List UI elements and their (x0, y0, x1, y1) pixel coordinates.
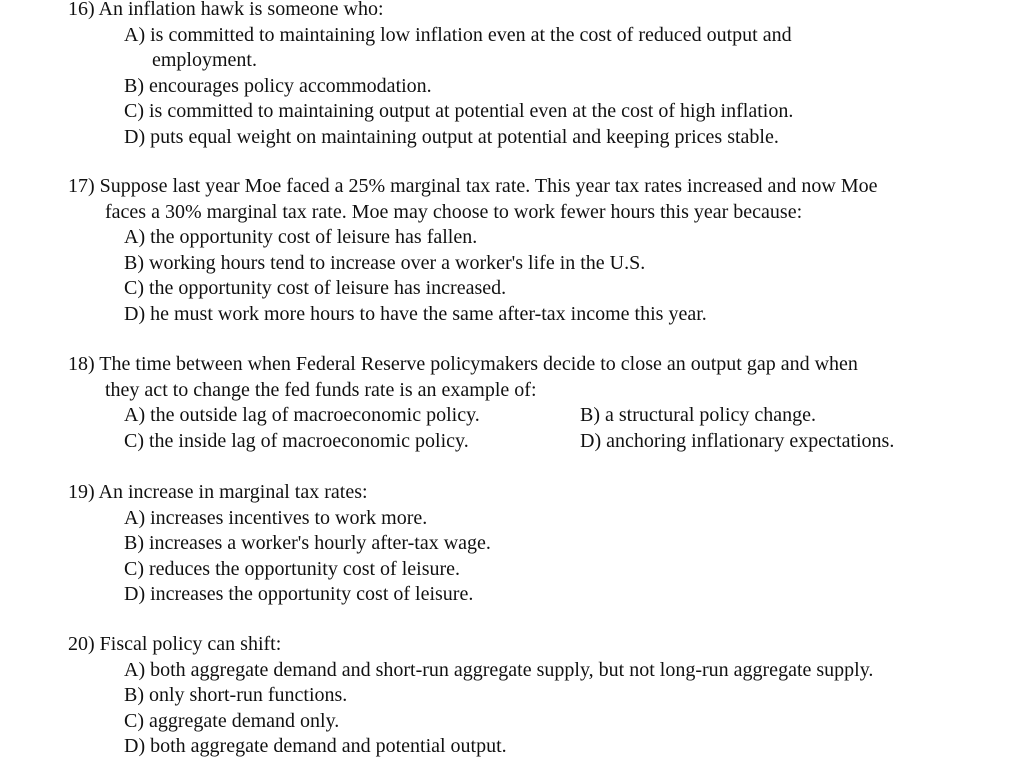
question-19 (68, 480, 1008, 608)
question-17 (68, 174, 1008, 327)
question-20-option-b: B) only short-run functions. (124, 684, 348, 706)
question-18-option-d: D) anchoring inflationary expectations. (580, 429, 895, 452)
question-18-options-row-2 (68, 429, 1008, 455)
question-17-option-c: C) the opportunity cost of leisure has increased. (124, 277, 507, 299)
question-19-stem: 19) An increase in marginal tax rates: (68, 481, 368, 503)
question-18-stem-continued: they act to change the fed funds rate is an example of: (105, 378, 537, 401)
question-16-option-d: D) puts equal weight on maintaining output at potential and keeping prices stable. (124, 125, 779, 148)
question-17-option-d: D) he must work more hours to have the same after-tax income this year. (124, 302, 707, 325)
question-18-stem: 18) The time between when Federal Reserve policymakers decide to close an output gap and when (68, 353, 858, 375)
question-16-stem: 16) An inflation hawk is someone who: (68, 0, 384, 20)
question-16-option-a: A) is committed to maintaining low inflation even at the cost of reduced output and (124, 23, 792, 46)
question-18-option-a: A) the outside lag of macroeconomic policy. (124, 404, 480, 426)
question-18-option-c: C) the inside lag of macroeconomic policy. (124, 429, 469, 452)
question-17-stem-continued: faces a 30% marginal tax rate. Moe may choose to work fewer hours this year because: (105, 200, 803, 223)
question-20-stem: 20) Fiscal policy can shift: (68, 633, 282, 655)
question-19-option-c: C) reduces the opportunity cost of leisure. (124, 557, 461, 580)
question-16-option-c: C) is committed to maintaining output at potential even at the cost of high inflation. (124, 100, 794, 122)
question-19-option-b: B) increases a worker's hourly after-tax wage. (124, 532, 491, 554)
question-19-option-d: D) increases the opportunity cost of leisure. (124, 583, 474, 605)
question-20-option-a: A) both aggregate demand and short-run aggregate supply, but not long-run aggregate supply. (124, 658, 874, 681)
question-16-option-a-continued: employment. (152, 49, 257, 71)
question-16 (68, 0, 1008, 150)
question-20 (68, 632, 1008, 760)
question-17-stem: 17) Suppose last year Moe faced a 25% marginal tax rate. This year tax rates increased and now Moe (68, 175, 878, 197)
question-17-option-a: A) the opportunity cost of leisure has fallen. (124, 226, 478, 248)
question-20-option-c: C) aggregate demand only. (124, 709, 340, 732)
question-19-option-a: A) increases incentives to work more. (124, 506, 428, 529)
question-18-option-b: B) a structural policy change. (580, 404, 817, 426)
question-16-option-b: B) encourages policy accommodation. (124, 74, 432, 97)
question-18 (68, 352, 1008, 454)
question-17-option-b: B) working hours tend to increase over a worker's life in the U.S. (124, 251, 646, 274)
question-20-option-d: D) both aggregate demand and potential output. (124, 735, 507, 757)
question-18-options-row-1 (68, 403, 1008, 429)
